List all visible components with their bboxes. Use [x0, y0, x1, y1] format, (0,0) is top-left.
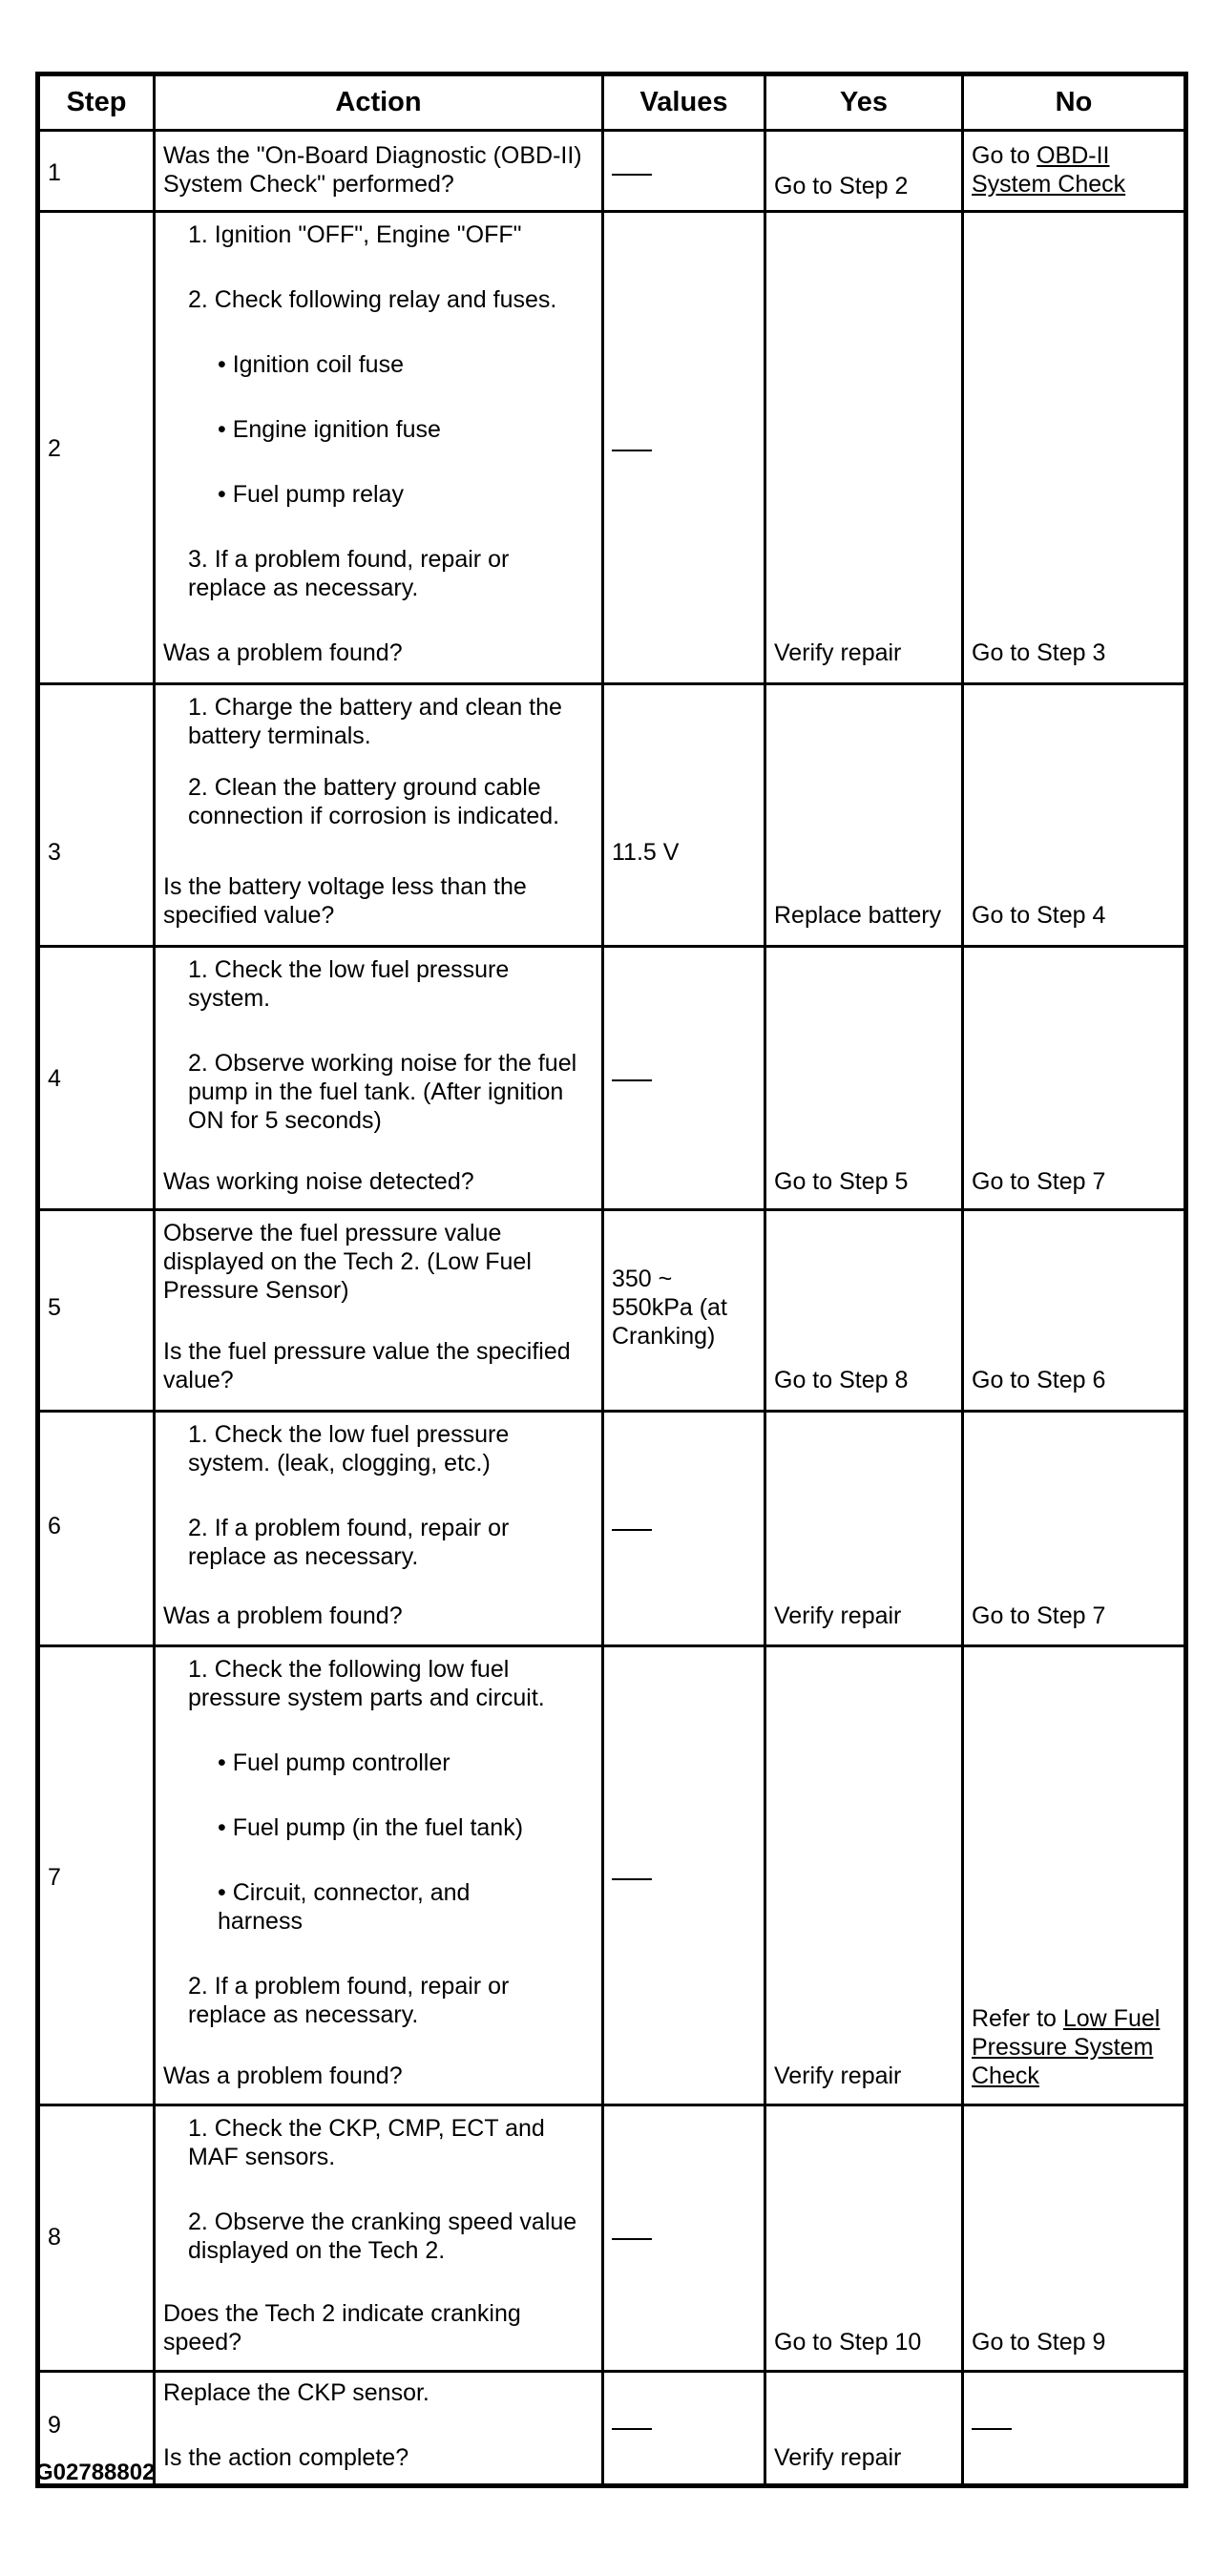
header-values: Values [603, 74, 765, 131]
table-row [38, 1210, 1186, 1412]
table-row [38, 131, 1186, 212]
obd-ii-system-check-link[interactable]: OBD-II System Check [972, 142, 1126, 198]
no-text: Go to Step 7 [972, 1602, 1106, 1629]
table-row [38, 947, 1186, 1210]
no-cell [963, 1646, 1186, 2105]
action-question: Is the action complete? [163, 2444, 409, 2471]
yes-text: Verify repair [774, 1602, 902, 1629]
header-step: Step [38, 74, 155, 131]
action-question: Is the fuel pressure value the specified value? [163, 1338, 571, 1393]
action-bullet: • Fuel pump controller [218, 1749, 450, 1776]
action-item: 1. Check the CKP, CMP, ECT and MAF sensors. [188, 2115, 545, 2170]
table-row [38, 2372, 1186, 2486]
yes-text: Go to Step 5 [774, 1168, 909, 1195]
action-bullet: • Circuit, connector, and harness [218, 1879, 471, 1935]
step-number: 2 [48, 435, 61, 462]
no-text: Go to Step 3 [972, 639, 1106, 666]
no-dash [972, 2428, 1012, 2430]
step-cell [38, 212, 155, 684]
action-cell [155, 684, 603, 947]
action-item: 3. If a problem found, repair or replace as necessary. [188, 546, 510, 601]
yes-text: Replace battery [774, 902, 942, 929]
yes-cell [765, 684, 963, 947]
step-cell [38, 1646, 155, 2105]
action-item: 2. If a problem found, repair or replace as necessary. [188, 1973, 510, 2028]
values-cell [603, 2372, 765, 2486]
action-cell [155, 2372, 603, 2486]
no-link-text[interactable]: Refer to Low Fuel Pressure System Check [972, 2005, 1161, 2089]
action-question: Was the "On-Board Diagnostic (OBD-II) System Check" performed? [163, 142, 582, 198]
step-number: 4 [48, 1065, 61, 1092]
no-cell [963, 212, 1186, 684]
value-dash [612, 174, 652, 176]
yes-cell [765, 2372, 963, 2486]
step-cell [38, 2105, 155, 2372]
action-cell [155, 1210, 603, 1412]
value-dash [612, 2428, 652, 2430]
yes-text: Go to Step 10 [774, 2329, 922, 2356]
no-cell [963, 1412, 1186, 1646]
value-dash [612, 1079, 652, 1081]
values-cell [603, 1210, 765, 1412]
no-text: Go to Step 4 [972, 902, 1106, 929]
action-item: 1. Ignition "OFF", Engine "OFF" [188, 221, 522, 248]
yes-cell [765, 212, 963, 684]
action-cell [155, 1646, 603, 2105]
header-action: Action [155, 74, 603, 131]
action-question: Does the Tech 2 indicate cranking speed? [163, 2300, 521, 2356]
action-question: Was a problem found? [163, 639, 403, 666]
no-cell [963, 684, 1186, 947]
table-row [38, 1646, 1186, 2105]
no-text: Go to Step 6 [972, 1367, 1106, 1393]
step-cell [38, 1412, 155, 1646]
value-dash [612, 450, 652, 451]
action-cell [155, 947, 603, 1210]
values-cell [603, 684, 765, 947]
value-dash [612, 1878, 652, 1880]
action-bullet: • Fuel pump relay [218, 481, 404, 508]
no-cell [963, 947, 1186, 1210]
table-row [38, 684, 1186, 947]
action-question: Was working noise detected? [163, 1168, 474, 1195]
diagnostic-table [35, 72, 1188, 2488]
values-cell [603, 212, 765, 684]
action-cell [155, 2105, 603, 2372]
values-cell [603, 1412, 765, 1646]
yes-text: Go to Step 2 [774, 173, 909, 199]
action-item: 2. Clean the battery ground cable connection if corrosion is indicated. [188, 774, 560, 829]
step-number: 8 [48, 2224, 61, 2251]
action-intro: Replace the CKP sensor. [163, 2379, 429, 2406]
step-cell [38, 684, 155, 947]
value-text: 11.5 V [612, 839, 680, 866]
step-number: 7 [48, 1864, 61, 1891]
action-bullet: • Ignition coil fuse [218, 351, 404, 378]
value-dash [612, 2238, 652, 2240]
step-cell [38, 1210, 155, 1412]
yes-cell [765, 2105, 963, 2372]
table-row [38, 2105, 1186, 2372]
action-cell [155, 1412, 603, 1646]
step-cell [38, 947, 155, 1210]
step-number: 6 [48, 1513, 61, 1539]
yes-text: Verify repair [774, 639, 902, 666]
step-number: 9 [48, 2412, 61, 2439]
action-item: 2. If a problem found, repair or replace as necessary. [188, 1515, 510, 1570]
action-cell [155, 131, 603, 212]
no-cell [963, 2372, 1186, 2486]
values-cell [603, 131, 765, 212]
yes-cell [765, 1646, 963, 2105]
action-bullet: • Engine ignition fuse [218, 416, 441, 443]
no-cell [963, 1210, 1186, 1412]
yes-text: Go to Step 8 [774, 1367, 909, 1393]
value-text: 350 ~ 550kPa (at Cranking) [612, 1266, 727, 1350]
action-item: 2. Observe the cranking speed value displayed on the Tech 2. [188, 2209, 577, 2264]
no-text: Go to Step 7 [972, 1168, 1106, 1195]
header-no: No [963, 74, 1186, 131]
low-fuel-pressure-system-check-link[interactable]: Low Fuel Pressure System Check [972, 2005, 1161, 2089]
no-cell [963, 131, 1186, 212]
table-row [38, 1412, 1186, 1646]
values-cell [603, 1646, 765, 2105]
no-link-text[interactable]: Go to OBD-II System Check [972, 142, 1126, 198]
yes-cell [765, 131, 963, 212]
action-question: Was a problem found? [163, 2063, 403, 2089]
table-row [38, 212, 1186, 684]
values-cell [603, 947, 765, 1210]
action-item: 1. Check the low fuel pressure system. [188, 956, 510, 1012]
step-number: 3 [48, 839, 61, 866]
action-item: 2. Check following relay and fuses. [188, 286, 557, 313]
yes-text: Verify repair [774, 2063, 902, 2089]
step-cell [38, 131, 155, 212]
figure-code: G02788802 [35, 2460, 156, 2485]
action-item: 2. Observe working noise for the fuel pump in the fuel tank. (After ignition ON for 5 seconds) [188, 1050, 577, 1134]
action-item: 1. Check the following low fuel pressure system parts and circuit. [188, 1656, 545, 1711]
action-bullet: • Fuel pump (in the fuel tank) [218, 1814, 524, 1841]
header-row [38, 74, 1186, 131]
action-item: 1. Charge the battery and clean the battery terminals. [188, 694, 562, 749]
value-dash [612, 1529, 652, 1531]
action-question: Was a problem found? [163, 1602, 403, 1629]
header-yes: Yes [765, 74, 963, 131]
no-text: Go to Step 9 [972, 2329, 1106, 2356]
step-number: 1 [48, 159, 61, 186]
action-intro: Observe the fuel pressure value displayed on the Tech 2. (Low Fuel Pressure Sensor) [163, 1220, 532, 1304]
yes-cell [765, 947, 963, 1210]
step-number: 5 [48, 1294, 61, 1321]
yes-cell [765, 1412, 963, 1646]
values-cell [603, 2105, 765, 2372]
yes-text: Verify repair [774, 2444, 902, 2471]
action-item: 1. Check the low fuel pressure system. (leak, clogging, etc.) [188, 1421, 510, 1476]
yes-cell [765, 1210, 963, 1412]
no-cell [963, 2105, 1186, 2372]
action-question: Is the battery voltage less than the specified value? [163, 873, 527, 929]
action-cell [155, 212, 603, 684]
